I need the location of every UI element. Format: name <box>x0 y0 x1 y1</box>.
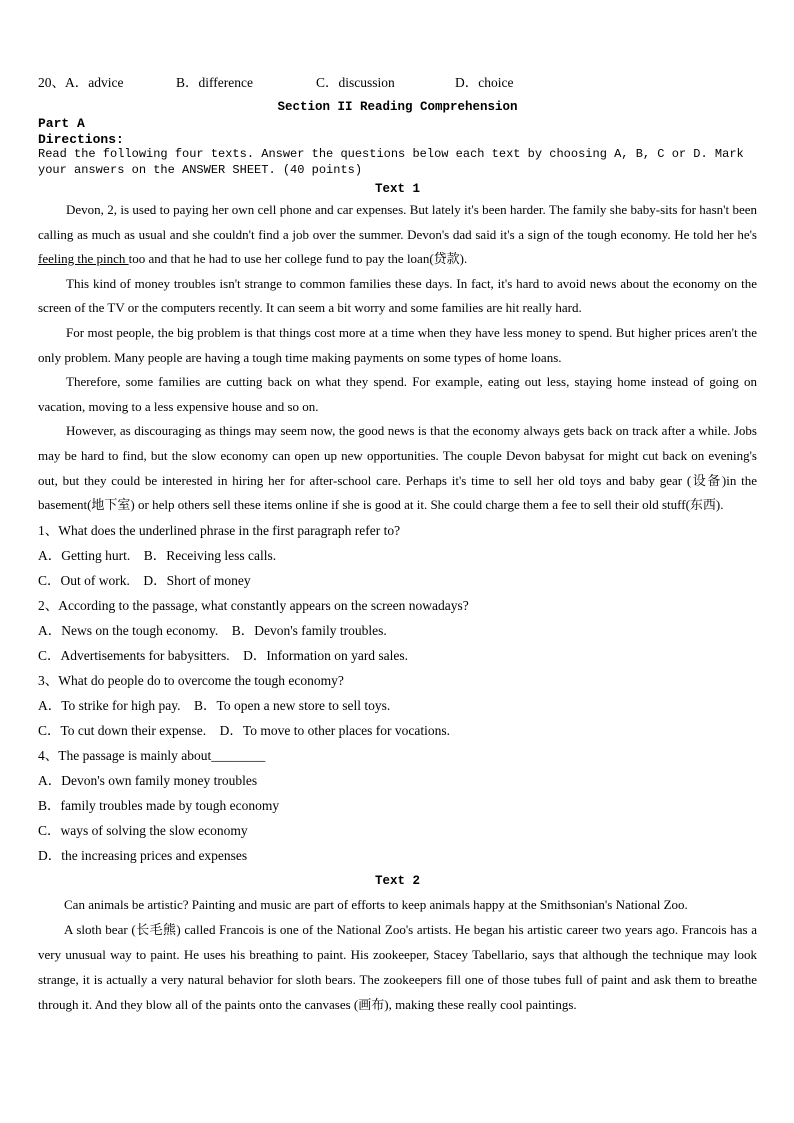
question-1-options-cd: C．Out of work. D．Short of money <box>38 572 251 588</box>
underlined-phrase: feeling the pinch <box>38 251 129 267</box>
question-1-stem: 1、What does the underlined phrase in the first paragraph refer to? <box>38 522 401 538</box>
question-3 <box>38 668 757 743</box>
text2-paragraph-2: A sloth bear (长毛熊) called Francois is one of the National Zoo's artists. He began his artistic career two years ago. Francois has a very unusual way to paint. He uses his breathing to paint. His zookeeper, Stacey Tabellario, says that although the technique may look strange, it is actually a very natural behavior for sloth bears. The zookeepers fill one of those tubes full of paint and ask them to breathe through it. And they blow all of the paints onto the canvases (画布), making these really cool paintings. <box>38 921 757 1012</box>
question-4 <box>38 743 757 868</box>
paragraph1-text-before: Devon, 2, is used to paying her own cell phone and car expenses. But lately it's been harder. The family she baby-sits for hasn't been calling as much as usual and she couldn't find a job over the summer. Devon's dad said it's a sign of the tough economy. He told her he's <box>38 202 757 242</box>
question-4-option-b: B．family troubles made by tough economy <box>38 797 280 813</box>
text2-paragraph-1: Can animals be artistic? Painting and music are part of efforts to keep animals happy at the Smithsonian's National Zoo. <box>64 896 688 912</box>
directions-line-2: your answers on the ANSWER SHEET. (40 points) <box>38 162 363 177</box>
text1-heading: Text 1 <box>374 182 420 196</box>
question-2-options-cd: C．Advertisements for babysitters. D．Information on yard sales. <box>38 647 409 663</box>
text1-paragraph-4: Therefore, some families are cutting back on what they spend. For example, eating out less, staying home instead of going on vacation, moving to a less expensive house and so on. <box>38 374 757 414</box>
text1-paragraph-5: However, as discouraging as things may seem now, the good news is that the economy always gets back on track after a while. Jobs may be hard to find, but the slow economy can open up new opportunities. The couple Devon babysat for might cut back on evening's out, but they could be interested in hiring her for after-school care. Perhaps it's time to sell her old toys and baby gear (设备)in the basement(地下室) or help others sell these items online if she is good at it. She could charge them a fee to sell their old stuff(东西). <box>38 423 757 513</box>
question-4-option-d: D．the increasing prices and expenses <box>38 847 248 863</box>
text1-paragraph-1 <box>38 198 757 272</box>
directions-line-1: Read the following four texts. Answer the questions below each text by choosing A, B, C or D. Mark <box>38 147 744 161</box>
paragraph1-text-after: too and that he had to use her college fund to pay the loan(贷款). <box>128 251 468 267</box>
question-20-option-a: 20、A．advice <box>38 75 124 90</box>
question-3-options-ab: A．To strike for high pay. B．To open a new store to sell toys. <box>38 697 391 713</box>
question-20-row <box>38 74 757 91</box>
question-2 <box>38 593 757 668</box>
question-20-option-d: D．choice <box>455 75 514 90</box>
question-20-option-c: C．discussion <box>316 75 395 90</box>
part-a-label: Part A <box>38 116 85 131</box>
directions-text <box>38 147 757 178</box>
text1-paragraph-3: For most people, the big problem is that things cost more at a time when they have less money to spend. But higher prices aren't the only problem. Many people are having a tough time making payments on some types of home loans. <box>38 324 757 365</box>
directions-label: Directions: <box>38 132 124 147</box>
question-4-stem: 4、The passage is mainly about________ <box>38 747 266 763</box>
question-20-option-b: B．difference <box>176 75 253 90</box>
question-4-option-c: C．ways of solving the slow economy <box>38 822 248 838</box>
text2-heading: Text 2 <box>374 873 420 888</box>
question-2-stem: 2、According to the passage, what constantly appears on the screen nowadays? <box>38 597 469 613</box>
section-heading: Section II Reading Comprehension <box>277 100 518 114</box>
question-1 <box>38 518 757 593</box>
question-3-options-cd: C．To cut down their expense. D．To move to other places for vocations. <box>38 722 451 738</box>
question-4-option-a: A．Devon's own family money troubles <box>38 772 258 788</box>
question-2-options-ab: A．News on the tough economy. B．Devon's family troubles. <box>38 622 387 638</box>
text1-paragraph-2: This kind of money troubles isn't strange to common families these days. In fact, it's hard to avoid news about the economy on the screen of the TV or the computers recently. It can seem a bit worry and some families are hit really hard. <box>38 275 757 316</box>
question-3-stem: 3、What do people do to overcome the tough economy? <box>38 672 344 688</box>
question-1-options-ab: A．Getting hurt. B．Receiving less calls. <box>38 547 277 563</box>
